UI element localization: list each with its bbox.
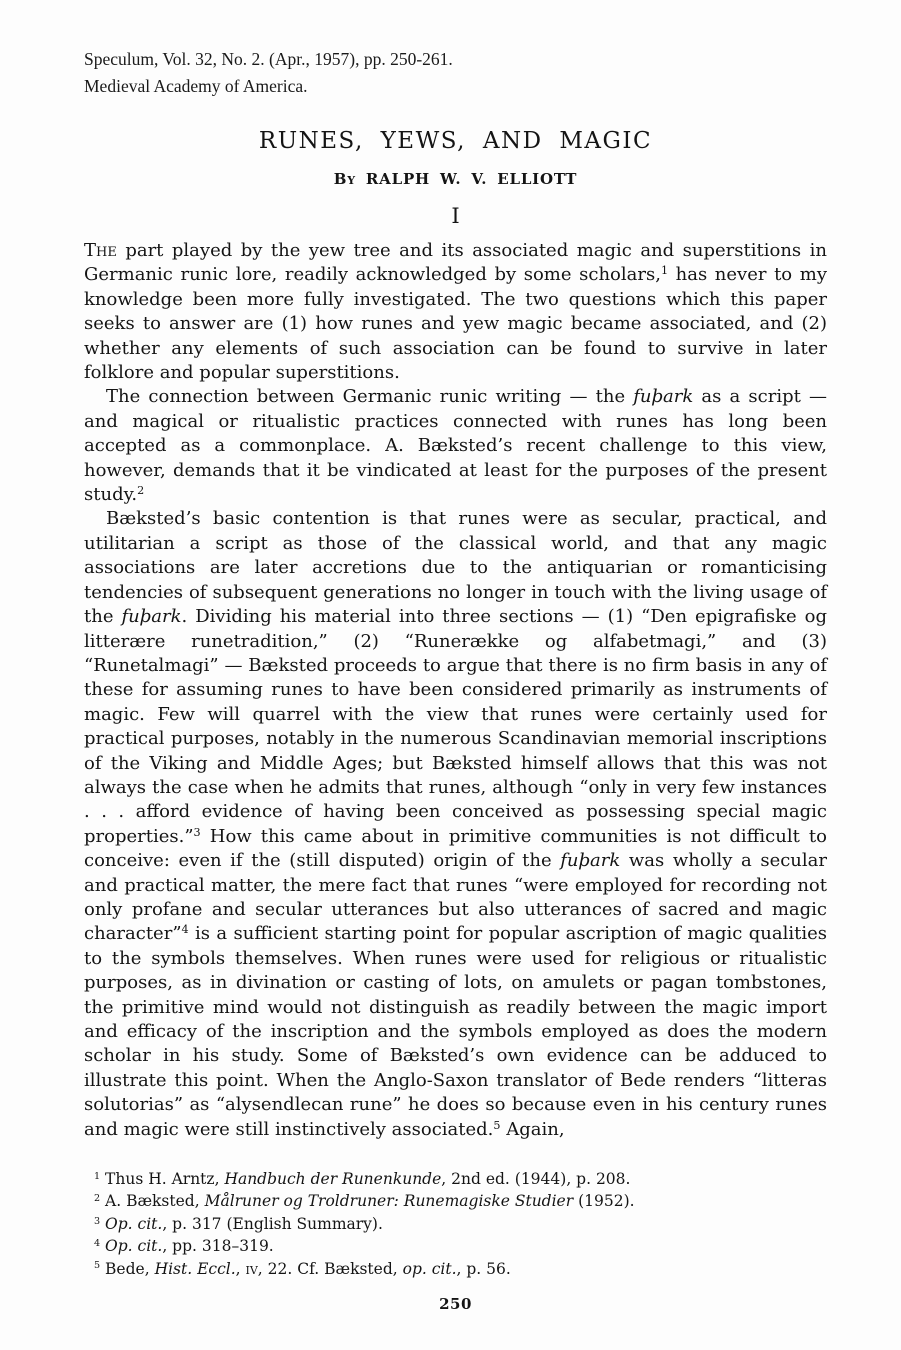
footnote-ref: 5 (94, 1260, 101, 1272)
footnote-4 (84, 1235, 827, 1257)
byline-prefix: By (333, 170, 356, 188)
footnote-2 (84, 1190, 827, 1212)
text-run: The (84, 240, 117, 261)
text-run: fuþark (560, 850, 621, 872)
text-run: A. Bæksted, (100, 1192, 205, 1211)
text-run: is a sufficient starting point for popular ascription of magic qualities to the symbols themselves. When runes were used for religious or ritualistic purposes, as in divination or casting of lots, on amulets or pagan tombstones, the primitive mind would not distinguish as readily between the magic import and efficacy of the inscription and the symbols employed as does the modern scholar in his study. Some of Bæksted’s own evidence can be adduced to illustrate this point. When the Anglo-Saxon translator of Bede renders “litteras solutorias” as “alysendlecan rune” he does so because even in his century runes and magic were still instinctively associated. (84, 923, 827, 1140)
text-run: , (235, 1259, 246, 1278)
text-run: has never to my knowledge been more fully investigated. The two questions which this paper seeks to answer are (1) how runes and yew magic became associated, and (2) whether any elements of such association can be found to survive in later folklore and popular superstitions. (84, 264, 827, 384)
text-run: part played by the yew tree and its associated magic and superstitions in Germanic runic lore, readily acknowledged by some scholars, (84, 240, 827, 286)
footnote-5 (84, 1258, 827, 1280)
text-run: Bæksted’s basic contention is that runes were as secular, practical, and utilitarian a script as those of the classical world, and that any magic associations are later accretions due to the antiquarian or romanticising tendencies of subsequent generations no longer in touch with the living usage of the (84, 508, 827, 628)
text-run: iv (245, 1259, 258, 1278)
text-run: Thus H. Arntz, (100, 1170, 225, 1189)
text-run: (1952). (573, 1192, 635, 1211)
text-run: Op. cit. (105, 1237, 163, 1256)
footnote-ref: 5 (493, 1118, 501, 1132)
text-run: fuþark (121, 606, 182, 628)
footnote-ref: 2 (137, 483, 145, 497)
text-run: Hist. Eccl. (154, 1259, 236, 1278)
footnote-ref: 1 (94, 1170, 101, 1182)
section-heading: I (451, 204, 460, 228)
text-run: , pp. 318–319. (162, 1237, 274, 1256)
footnote-1 (84, 1168, 827, 1190)
byline (84, 169, 827, 189)
byline-name: RALPH W. V. ELLIOTT (365, 170, 578, 188)
article-body (84, 239, 827, 1142)
text-run: , 22. Cf. Bæksted, (257, 1259, 403, 1278)
footnote-ref: 4 (94, 1237, 101, 1249)
footnote-3 (84, 1213, 827, 1235)
footnote-ref: 3 (193, 825, 201, 839)
text-run: , 2nd ed. (1944), p. 208. (441, 1170, 631, 1189)
text-run: as a script — and magical or ritualistic practices connected with runes has long been accepted as a commonplace. A. Bæksted’s recent challenge to this view, however, demands that it be vindicated at least for the purposes of the present study. (84, 386, 828, 506)
footnote-ref: 3 (94, 1215, 101, 1227)
text-run: Målruner og Troldruner: Runemagiske Studier (204, 1192, 574, 1211)
text-run: fuþark (633, 386, 694, 408)
text-run: How this came about in primitive communities is not difficult to conceive: even if the (still disputed) origin of the (84, 825, 827, 872)
article-title: RUNES, YEWS, AND MAGIC (258, 128, 653, 154)
text-run: op. cit. (402, 1259, 457, 1278)
text-run: , p. 56. (456, 1259, 511, 1278)
text-run: Op. cit. (105, 1214, 163, 1233)
footnote-ref: 4 (181, 923, 189, 937)
footnotes-block (84, 1168, 827, 1280)
text-run: , p. 317 (English Summary). (162, 1214, 383, 1233)
publisher-line: Medieval Academy of America. (84, 76, 308, 96)
text-run: Bede, (100, 1259, 155, 1278)
title-block (84, 126, 827, 230)
text-run: The connection between Germanic runic writing — the (106, 386, 634, 408)
citation-header (84, 46, 827, 100)
paragraph-1 (84, 239, 827, 385)
citation-line: Speculum, Vol. 32, No. 2. (Apr., 1957), pp. 250-261. (84, 49, 453, 69)
text-run: Handbuch der Runenkunde (224, 1170, 442, 1189)
paragraph-3 (84, 507, 827, 1142)
paragraph-2 (84, 385, 827, 507)
page-number: 250 (439, 1295, 472, 1314)
footnote-ref: 1 (660, 264, 669, 278)
text-run: Again, (500, 1118, 565, 1140)
footnote-ref: 2 (94, 1193, 101, 1205)
text-run: . Dividing his material into three sections — (1) “Den epigrafiske og litterære runetradition,” (2) “Runerække og alfabetmagi,” and (3) “Runetalmagi” — Bæksted proceeds to argue that there is no firm basis in any of these for assuming runes to have been considered primarily as instruments of magic. Few will quarrel with the view that runes were certainly used for practical purposes, notably in the numerous Scandinavian memorial inscriptions of the Viking and Middle Ages; but Bæksted himself allows that this was not always the case when he admits that runes, although “only in very few instances . . . afford evidence of having been conceived as possessing special magic properties.” (84, 606, 827, 847)
text-run: was wholly a secular and practical matter, the mere fact that runes “were employed for recording not only profane and secular utterances but also utterances of sacred and magic character” (84, 850, 827, 945)
